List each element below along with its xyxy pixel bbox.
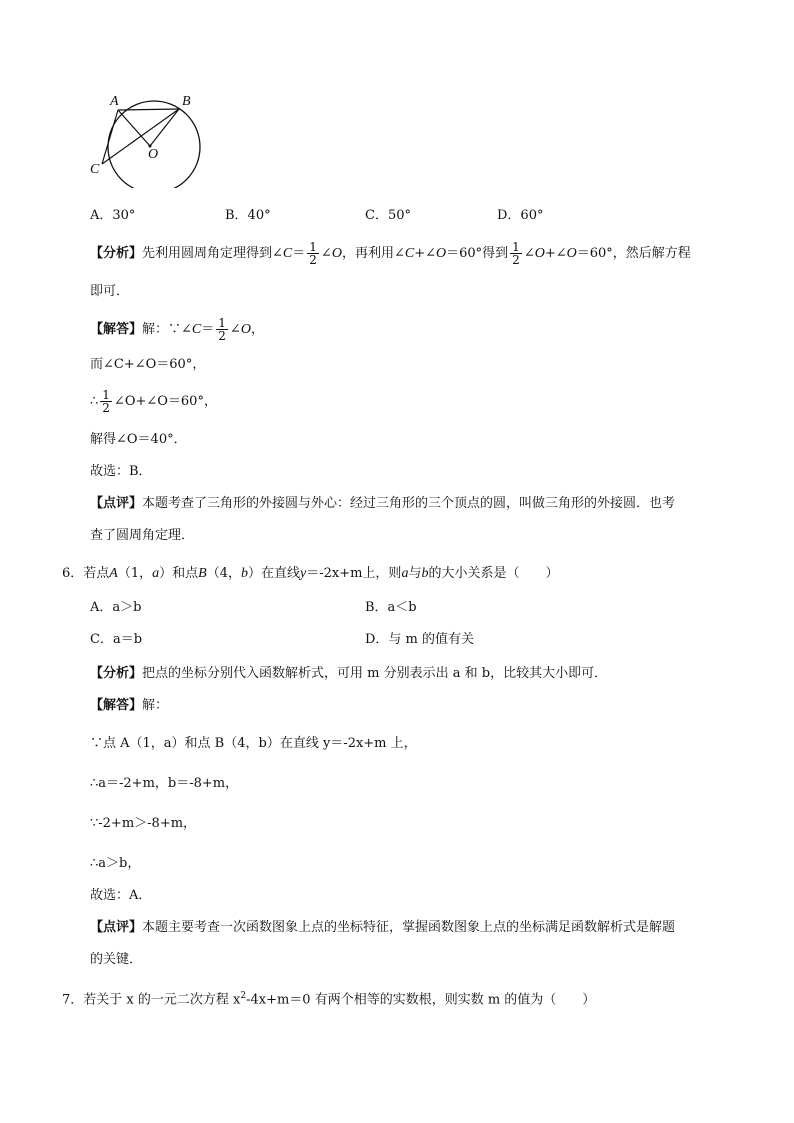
q6-step-3: ∵-2+m＞-8+m， — [90, 816, 197, 831]
q6-option-b[interactable]: B．a＜b — [365, 600, 417, 615]
q5-answer-line1: 【解答】解：∵∠C＝ $\frac{1}{2}$ ∠O， — [90, 316, 264, 343]
q6-step-5: 故选：A． — [90, 888, 152, 903]
q5-option-c[interactable]: C．50° — [365, 208, 411, 223]
q6-answer: 【解答】解： — [90, 698, 169, 713]
q6-answer-tag: 【解答】 — [90, 698, 143, 713]
q5-answer-line2: 而∠C+∠O＝60°， — [90, 357, 206, 372]
q6-comment-line2: 的关键． — [90, 952, 143, 967]
q5-option-d[interactable]: D．60° — [497, 208, 544, 223]
q5-answer-line5: 故选：B． — [90, 464, 152, 479]
chord-bc — [102, 109, 179, 164]
q5-answer-tag: 【解答】 — [90, 322, 143, 337]
q7-stem: 7．若关于 x 的一元二次方程 $x^2-4x+m=0$ 有两个相等的实数根，则实数 m 的值为（ ） — [62, 991, 596, 1008]
label-a: A — [110, 94, 119, 109]
q6-stem: 6．若点A（1，a）和点B（4，b）在直线y＝-2x+m上，则a与b的大小关系是（ ） — [62, 566, 559, 581]
label-c: C — [90, 162, 100, 177]
q6-analysis-tag: 【分析】 — [90, 666, 143, 681]
q5-analysis-line2: 即可． — [90, 284, 130, 299]
label-b: B — [182, 94, 191, 109]
radius-ob — [150, 109, 179, 146]
q5-option-a[interactable]: A．30° — [90, 208, 136, 223]
q5-comment: 【点评】本题考查了三角形的外接圆与外心：经过三角形的三个顶点的圆，叫做三角形的外接圆．也考 — [90, 496, 676, 511]
q5-answer-line4: 解得∠O＝40°． — [90, 432, 187, 447]
q5-answer-line3: ∴ $\frac{1}{2}$ ∠O+∠O＝60°， — [90, 388, 217, 415]
q5-option-b[interactable]: B．40° — [225, 208, 271, 223]
q6-step-2: ∴a＝-2+m，b＝-8+m， — [90, 776, 239, 791]
q6-option-a[interactable]: A．a＞b — [90, 600, 142, 615]
q6-analysis: 【分析】把点的坐标分别代入函数解析式，可用 m 分别表示出 a 和 b，比较其大小即可． — [90, 666, 608, 681]
q6-comment-tag: 【点评】 — [90, 920, 143, 935]
q5-comment-tag: 【点评】 — [90, 496, 143, 511]
circle-figure — [82, 88, 212, 188]
q5-comment-line2: 查了圆周角定理． — [90, 528, 195, 543]
q6-step-4: ∴a＞b， — [90, 856, 141, 871]
q6-comment: 【点评】本题主要考查一次函数图象上点的坐标特征，掌握函数图象上点的坐标满足函数解析式是解题 — [90, 920, 676, 935]
fraction: $\frac{1}{2}$ — [309, 240, 317, 267]
q5-analysis-tag: 【分析】 — [90, 246, 143, 261]
q5-analysis: 【分析】先利用圆周角定理得到∠C＝ $\frac{1}{2}$ ∠O，再利用∠C+∠O＝60°得到 $\frac{1}{2}$ ∠O+∠O＝60°，然后解方程 — [90, 240, 691, 267]
q6-step-1: ∵点 A（1，a）和点 B（4，b）在直线 y＝-2x+m 上， — [90, 736, 417, 751]
chord-ac — [102, 110, 118, 164]
label-o: O — [148, 147, 159, 162]
q6-option-d[interactable]: D．与 m 的值有关 — [365, 632, 475, 647]
q6-option-c[interactable]: C．a＝b — [90, 632, 143, 647]
